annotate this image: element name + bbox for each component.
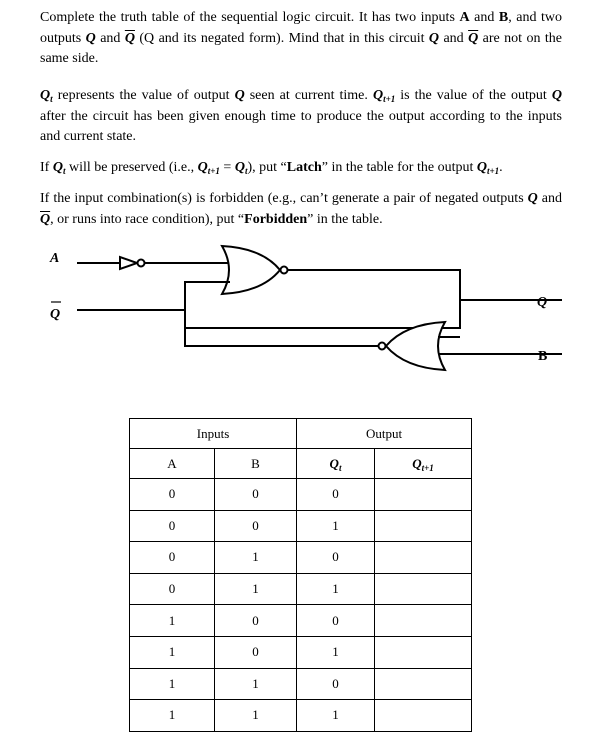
instruction-paragraph-4: If the input combination(s) is forbidden (e.g., can’t generate a pair of negated outputs Q and $\overline{Q}$, or runs into race condition), put “Forbidden” in the table. [40, 191, 562, 227]
label-input-qbar: Q [50, 307, 61, 322]
instruction-paragraph-3: If $Q_t$ will be preserved (i.e., $Q_{t+1} = Q_t$), put “Latch” in the table for the output $Q_{t+1}$. [40, 160, 503, 176]
cell-qt1-answer[interactable] [375, 479, 472, 511]
cell-qt1-answer[interactable] [375, 700, 472, 732]
cell-a: 0 [130, 573, 215, 605]
lower-nor-bubble [379, 343, 386, 350]
col-header-qt1: $Q_{t+1}$ [375, 449, 472, 479]
table-row [130, 700, 472, 732]
cell-qt: 1 [297, 573, 375, 605]
cell-b: 0 [215, 636, 297, 668]
table-row [130, 605, 472, 637]
table-row [130, 542, 472, 574]
cell-qt1-answer[interactable] [375, 636, 472, 668]
instruction-paragraph-2: $Q_t$ represents the value of output Q seen at current time. $Q_{t+1}$ is the value of the output Q after the circuit has been given enough time to produce the output according to the inputs and current state. [40, 88, 562, 144]
table-group-header [130, 419, 472, 449]
cell-b: 0 [215, 479, 297, 511]
col-header-qt: $Q_t$ [297, 449, 375, 479]
cell-b: 1 [215, 573, 297, 605]
col-header-b: B [215, 449, 297, 479]
col-header-a: A [130, 449, 215, 479]
cell-a: 1 [130, 605, 215, 637]
cell-b: 1 [215, 700, 297, 732]
table-row [130, 510, 472, 542]
cell-qt: 0 [297, 605, 375, 637]
table-row [130, 573, 472, 605]
label-input-b: B [538, 349, 548, 364]
logic-circuit-diagram [0, 240, 602, 380]
table-row [130, 479, 472, 511]
cell-b: 1 [215, 668, 297, 700]
cell-qt: 1 [297, 700, 375, 732]
cell-qt: 1 [297, 636, 375, 668]
cell-a: 1 [130, 636, 215, 668]
cell-qt1-answer[interactable] [375, 573, 472, 605]
wire-nor2-output-loop [185, 328, 360, 346]
upper-nor-gate-body [222, 246, 280, 294]
table-row [130, 636, 472, 668]
group-inputs-header: Inputs [130, 419, 297, 449]
cell-a: 1 [130, 668, 215, 700]
buffer-inversion-bubble [138, 260, 145, 267]
cell-a: 0 [130, 510, 215, 542]
wire-nor1-output-q [288, 270, 562, 300]
cell-a: 1 [130, 700, 215, 732]
cell-b: 1 [215, 542, 297, 574]
cell-qt1-answer[interactable] [375, 605, 472, 637]
table-row [130, 668, 472, 700]
upper-nor-bubble [281, 267, 288, 274]
cell-qt: 0 [297, 542, 375, 574]
buffer-triangle [120, 257, 137, 269]
cell-qt1-answer[interactable] [375, 510, 472, 542]
cell-a: 0 [130, 479, 215, 511]
cell-a: 0 [130, 542, 215, 574]
group-output-header: Output [297, 419, 472, 449]
cell-qt: 0 [297, 668, 375, 700]
cell-qt: 0 [297, 479, 375, 511]
truth-table [129, 418, 472, 732]
cell-b: 0 [215, 605, 297, 637]
instruction-paragraph-1: Complete the truth table of the sequential logic circuit. It has two inputs A and B, and two outputs Q and $\overline{Q}$ (Q and its negated form). Mind that in this circuit Q and $\overline{Q}$ are not on the same side. [40, 10, 562, 66]
cell-qt1-answer[interactable] [375, 668, 472, 700]
label-input-a: A [50, 251, 60, 266]
lower-nor-gate-body [386, 322, 445, 370]
cell-b: 0 [215, 510, 297, 542]
cell-qt: 1 [297, 510, 375, 542]
cell-qt1-answer[interactable] [375, 542, 472, 574]
table-column-header [130, 449, 472, 479]
label-output-q: Q [537, 295, 548, 310]
